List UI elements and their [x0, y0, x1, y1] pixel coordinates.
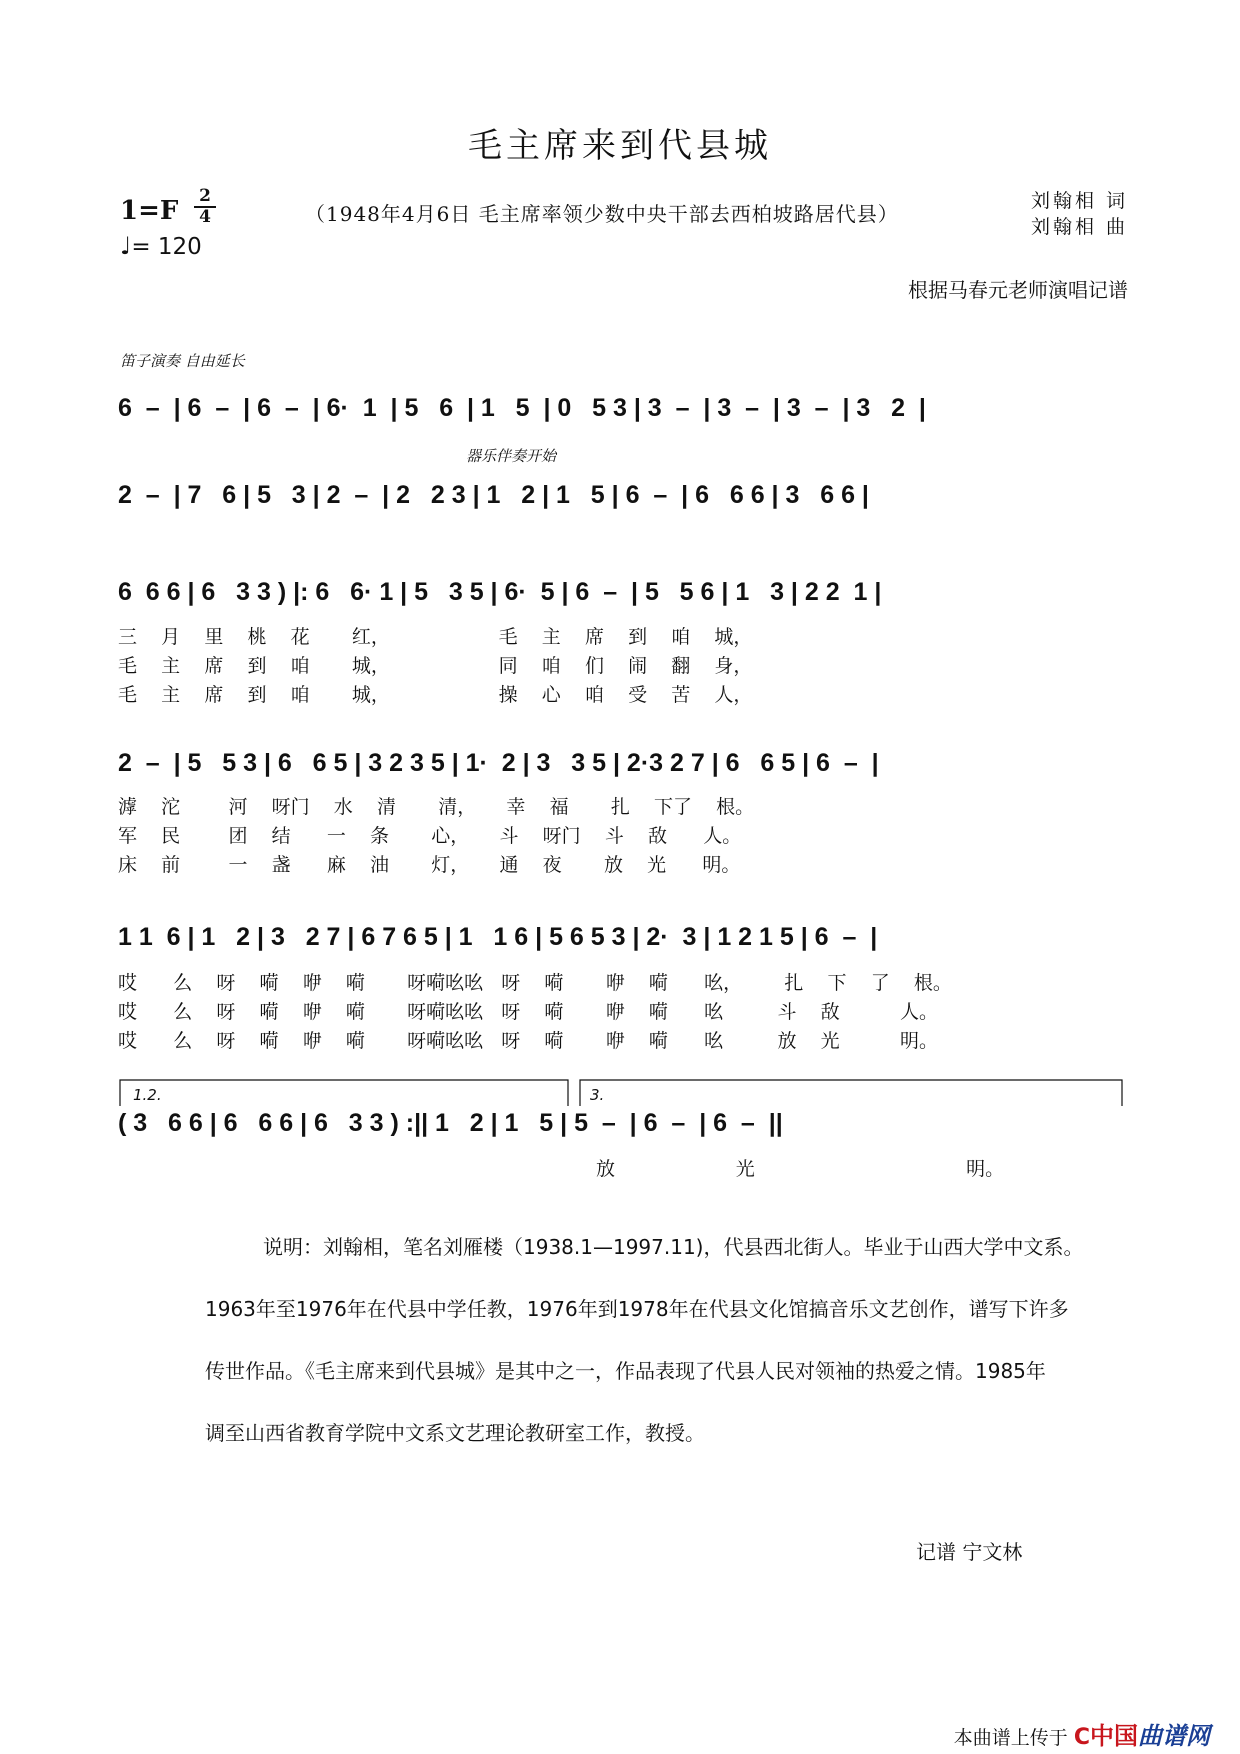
- lyric-line: 床 前 一 盏 麻 油 灯， 通 夜 放 光 明。: [118, 854, 741, 876]
- explanation-paragraph: [205, 1216, 1105, 1464]
- volta-brackets: [118, 1078, 1130, 1108]
- footer-brand-red: 中国: [1090, 1722, 1138, 1750]
- source-note: 根据马春元老师演唱记谱: [908, 278, 1128, 302]
- notation-line: 1 1 6 | 1 2 | 3 2 7 | 6 7 6 5 | 1 1 6 | 5 6 5 3 | 2· 3 | 1 2 1 5 | 6 – |: [118, 923, 878, 951]
- tempo-value: = 120: [131, 234, 202, 260]
- qupu-logo-icon: C: [1073, 1725, 1090, 1750]
- lyric-line: 放 光 明。: [596, 1158, 1005, 1180]
- key-signature: [120, 186, 211, 227]
- lyric-line: 哎 么 呀 嗬 咿 嗬 呀嗬吆吆 呀 嗬 咿 嗬 吆， 扎 下 了 根。: [118, 972, 952, 994]
- volta-first: 1.2.: [133, 1086, 162, 1104]
- key-text: 1=F: [120, 196, 179, 226]
- notation-line: 6 – | 6 – | 6 – | 6· 1 | 5 6 | 1 5 | 0 5 3 | 3 – | 3 – | 3 – | 3 2 |: [118, 394, 926, 422]
- footer-brand-blue: 曲谱网: [1138, 1722, 1210, 1750]
- score-line-5: [118, 922, 1126, 952]
- song-title: 毛主席来到代县城: [468, 126, 772, 166]
- score-line-2: [118, 480, 1126, 510]
- score-line-6: [118, 1108, 1126, 1138]
- tempo-marking: [120, 232, 202, 260]
- time-signature: [194, 188, 216, 226]
- intro-direction: 笛子演奏 自由延长: [120, 352, 245, 370]
- time-signature-bottom: 4: [199, 207, 211, 227]
- explanation-line: 传世作品。《毛主席来到代县城》是其中之一，作品表现了代县人民对领袖的热爱之情。1985年: [205, 1359, 1046, 1383]
- lyricist-credit: 刘翰相 词: [1030, 190, 1128, 212]
- explanation-line: 说明：刘翰相，笔名刘雁楼（1938.1—1997.11)，代县西北街人。毕业于山西大学中文系。: [263, 1235, 1084, 1259]
- lyric-line: 毛 主 席 到 咱 城， 操 心 咱 受 苦 人，: [118, 684, 753, 706]
- time-signature-top: 2: [199, 186, 211, 206]
- explanation-line: 调至山西省教育学院中文系文艺理论教研室工作，教授。: [205, 1421, 705, 1445]
- score-line-1: [118, 393, 1126, 423]
- notation-line: 2 – | 5 5 3 | 6 6 5 | 3 2 3 5 | 1· 2 | 3 3 5 | 2·3 2 7 | 6 6 5 | 6 – |: [118, 749, 879, 777]
- subtitle: （1948年4月6日 毛主席率领少数中央干部去西柏坡路居代县）: [305, 202, 899, 226]
- lyric-line: 毛 主 席 到 咱 城， 同 咱 们 闹 翻 身，: [118, 655, 753, 677]
- score-line-3: [118, 577, 1126, 607]
- accompaniment-direction: 器乐伴奏开始: [466, 447, 557, 465]
- notation-line: ( 3 6 6 | 6 6 6 | 6 3 3 ) :|| 1 2 | 1 5 | 5 – | 6 – | 6 – ||: [118, 1109, 783, 1137]
- quarter-note-icon: ♩: [120, 232, 132, 260]
- recorder-credit: 记谱 宁文林: [916, 1540, 1023, 1564]
- footer-text: 本曲谱上传于: [953, 1727, 1068, 1749]
- notation-line: 2 – | 7 6 | 5 3 | 2 – | 2 2 3 | 1 2 | 1 5 | 6 – | 6 6 6 | 3 6 6 |: [118, 481, 869, 509]
- lyric-line: 军 民 团 结 一 条 心， 斗 呀门 斗 敌 人。: [118, 825, 742, 847]
- lyric-line: 三 月 里 桃 花 红， 毛 主 席 到 咱 城，: [118, 626, 753, 648]
- notation-line: 6 6 6 | 6 3 3 ) |: 6 6· 1 | 5 3 5 | 6· 5 | 6 – | 5 5 6 | 1 3 | 2 2 1 |: [118, 578, 882, 606]
- explanation-line: 1963年至1976年在代县中学任教，1976年到1978年在代县文化馆搞音乐文艺创作，谱写下许多: [205, 1297, 1069, 1321]
- score-line-4: [118, 748, 1126, 778]
- lyric-line: 滹 沱 河 呀门 水 清 清， 幸 福 扎 下了 根。: [118, 796, 755, 818]
- composer-credit: 刘翰相 曲: [1030, 216, 1128, 238]
- lyric-line: 哎 么 呀 嗬 咿 嗬 呀嗬吆吆 呀 嗬 咿 嗬 吆 放 光 明。: [118, 1030, 939, 1052]
- footer-watermark: [954, 1716, 1210, 1751]
- volta-third: 3.: [590, 1086, 605, 1104]
- lyric-line: 哎 么 呀 嗬 咿 嗬 呀嗬吆吆 呀 嗬 咿 嗬 吆 斗 敌 人。: [118, 1001, 939, 1023]
